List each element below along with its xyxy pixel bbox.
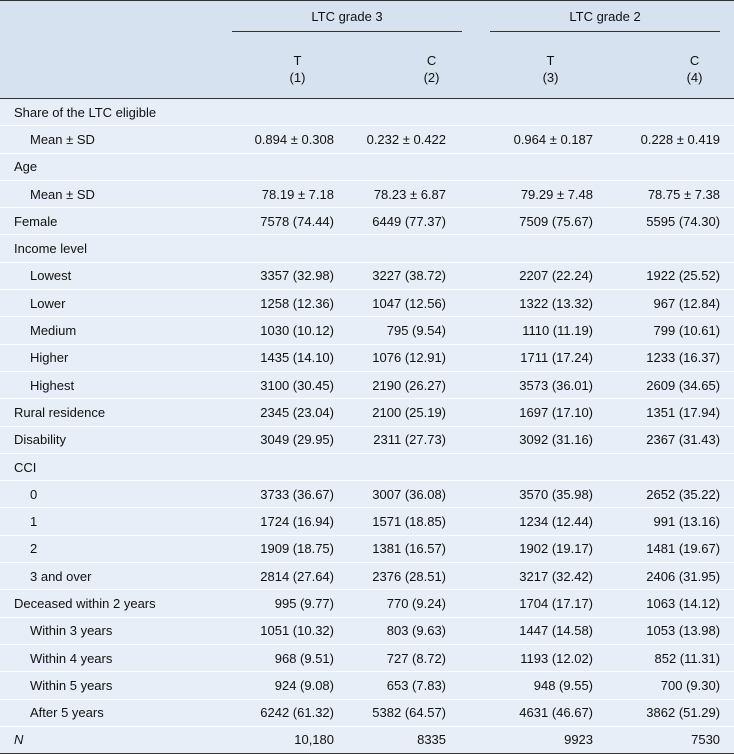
table-row [0,672,734,699]
cell-value: 0.232 ± 0.422 [347,126,476,153]
column-number: (2) [423,70,440,85]
cell-value: 1435 (14.10) [218,344,347,371]
row-label: Within 3 years [0,617,218,644]
cell-value: 2609 (34.65) [605,371,734,398]
cell-value: 1902 (19.17) [476,535,605,562]
row-label: Within 4 years [0,644,218,671]
cell-value: 78.19 ± 7.18 [218,180,347,207]
cell-value: 967 (12.84) [605,290,734,317]
group-label: LTC grade 3 [311,8,383,24]
table-row [0,153,734,180]
cell-value: 1711 (17.24) [476,344,605,371]
row-label: Disability [0,426,218,453]
cell-value: 7509 (75.67) [476,208,605,235]
table-row [0,617,734,644]
row-label: Deceased within 2 years [0,590,218,617]
table-row [0,344,734,371]
column-number: (4) [686,70,703,85]
table-row [0,426,734,453]
row-label: Share of the LTC eligible [0,99,218,126]
cell-value: 795 (9.54) [347,317,476,344]
row-label: Age [0,153,218,180]
row-label: 2 [0,535,218,562]
cell-value: 3862 (51.29) [605,699,734,726]
cell-value: 2311 (27.73) [347,426,476,453]
cell-value: 991 (13.16) [605,508,734,535]
cell-value [605,453,734,480]
cell-value: 1193 (12.02) [476,644,605,671]
cell-value: 727 (8.72) [347,644,476,671]
cell-value: 3570 (35.98) [476,481,605,508]
column-header-1 [218,40,347,99]
cell-value: 3217 (32.42) [476,563,605,590]
cell-value: 5595 (74.30) [605,208,734,235]
row-label: N [0,726,218,753]
cell-value: 1234 (12.44) [476,508,605,535]
group-header-ltc-grade-3 [218,0,476,40]
cell-value: 799 (10.61) [605,317,734,344]
top-rule [0,0,734,1]
cell-value [218,153,347,180]
cell-value [218,235,347,262]
row-label: Female [0,208,218,235]
cell-value: 1030 (10.12) [218,317,347,344]
table-row [0,644,734,671]
cell-value: 770 (9.24) [347,590,476,617]
cell-value: 1381 (16.57) [347,535,476,562]
cell-value: 2814 (27.64) [218,563,347,590]
cell-value [476,153,605,180]
table-row [0,453,734,480]
cell-value: 2190 (26.27) [347,371,476,398]
table-row [0,371,734,398]
cell-value: 8335 [347,726,476,753]
table-row [0,508,734,535]
cell-value [476,453,605,480]
cell-value: 1351 (17.94) [605,399,734,426]
cell-value: 2207 (22.24) [476,262,605,289]
cell-value [347,453,476,480]
cell-value: 1047 (12.56) [347,290,476,317]
cell-value: 1922 (25.52) [605,262,734,289]
column-header-3 [476,40,605,99]
cell-value: 1076 (12.91) [347,344,476,371]
cell-value [476,99,605,126]
cell-value: 1051 (10.32) [218,617,347,644]
row-label: Within 5 years [0,672,218,699]
column-header-2 [347,40,476,99]
cell-value: 852 (11.31) [605,644,734,671]
cell-value: 10,180 [218,726,347,753]
cell-value: 1258 (12.36) [218,290,347,317]
table-row [0,126,734,153]
cell-value: 2367 (31.43) [605,426,734,453]
group-header-ltc-grade-2 [476,0,734,40]
cell-value: 1909 (18.75) [218,535,347,562]
cell-value: 78.23 ± 6.87 [347,180,476,207]
cell-value: 1053 (13.98) [605,617,734,644]
cell-value: 3100 (30.45) [218,371,347,398]
header-blank [0,40,218,99]
table-body [0,99,734,754]
cell-value [605,99,734,126]
cell-value: 6242 (61.32) [218,699,347,726]
cell-value: 700 (9.30) [605,672,734,699]
cell-value: 1704 (17.17) [476,590,605,617]
cell-value: 7530 [605,726,734,753]
cell-value: 653 (7.83) [347,672,476,699]
cell-value [218,99,347,126]
cell-value: 1481 (19.67) [605,535,734,562]
cell-value: 1322 (13.32) [476,290,605,317]
cell-value: 1697 (17.10) [476,399,605,426]
cell-value [476,235,605,262]
cell-value: 7578 (74.44) [218,208,347,235]
table-row [0,535,734,562]
group-underline [490,31,720,32]
cell-value: 1110 (11.19) [476,317,605,344]
cell-value: 78.75 ± 7.38 [605,180,734,207]
column-number: (1) [289,70,306,85]
cell-value: 3573 (36.01) [476,371,605,398]
cell-value: 3049 (29.95) [218,426,347,453]
row-label: Rural residence [0,399,218,426]
column-number: (3) [542,70,559,85]
column-name: T [293,53,302,68]
cell-value [605,153,734,180]
row-label: Income level [0,235,218,262]
cell-value [218,453,347,480]
cell-value: 995 (9.77) [218,590,347,617]
cell-value: 1233 (16.37) [605,344,734,371]
cell-value: 5382 (64.57) [347,699,476,726]
cell-value: 948 (9.55) [476,672,605,699]
row-label: 3 and over [0,563,218,590]
table-row [0,563,734,590]
column-name: T [546,53,555,68]
cell-value [347,99,476,126]
table-row [0,99,734,126]
cell-value: 3227 (38.72) [347,262,476,289]
column-header-row [0,40,734,99]
cell-value: 2345 (23.04) [218,399,347,426]
column-name: C [426,53,437,68]
cell-value: 2652 (35.22) [605,481,734,508]
cell-value: 0.894 ± 0.308 [218,126,347,153]
column-name: C [689,53,700,68]
cell-value: 1724 (16.94) [218,508,347,535]
group-header-row [0,0,734,40]
row-label: After 5 years [0,699,218,726]
row-label: Mean ± SD [0,126,218,153]
cell-value [347,235,476,262]
cell-value: 1447 (14.58) [476,617,605,644]
row-label: 0 [0,481,218,508]
header-blank [0,0,218,40]
cell-value: 3357 (32.98) [218,262,347,289]
table-row [0,290,734,317]
cell-value: 0.228 ± 0.419 [605,126,734,153]
table-row [0,481,734,508]
row-label: Lowest [0,262,218,289]
cell-value [347,153,476,180]
cell-value: 2376 (28.51) [347,563,476,590]
cell-value: 0.964 ± 0.187 [476,126,605,153]
cell-value: 2406 (31.95) [605,563,734,590]
row-label: Higher [0,344,218,371]
table-row [0,399,734,426]
cell-value: 924 (9.08) [218,672,347,699]
cell-value: 3007 (36.08) [347,481,476,508]
row-label: 1 [0,508,218,535]
cell-value: 3733 (36.67) [218,481,347,508]
group-underline [232,31,462,32]
group-label: LTC grade 2 [569,8,641,24]
cell-value [605,235,734,262]
column-header-4 [605,40,734,99]
cell-value: 3092 (31.16) [476,426,605,453]
cell-value: 968 (9.51) [218,644,347,671]
cell-value: 4631 (46.67) [476,699,605,726]
table-row [0,180,734,207]
cell-value: 1571 (18.85) [347,508,476,535]
table-row [0,262,734,289]
cell-value: 79.29 ± 7.48 [476,180,605,207]
row-label: CCI [0,453,218,480]
table-row [0,235,734,262]
cell-value: 6449 (77.37) [347,208,476,235]
table-row [0,317,734,344]
cell-value: 2100 (25.19) [347,399,476,426]
cell-value: 9923 [476,726,605,753]
table-row [0,699,734,726]
row-label: Highest [0,371,218,398]
row-label: Mean ± SD [0,180,218,207]
table-row [0,726,734,753]
table-row [0,590,734,617]
table-row [0,208,734,235]
row-label: Lower [0,290,218,317]
row-label: Medium [0,317,218,344]
cell-value: 1063 (14.12) [605,590,734,617]
cell-value: 803 (9.63) [347,617,476,644]
